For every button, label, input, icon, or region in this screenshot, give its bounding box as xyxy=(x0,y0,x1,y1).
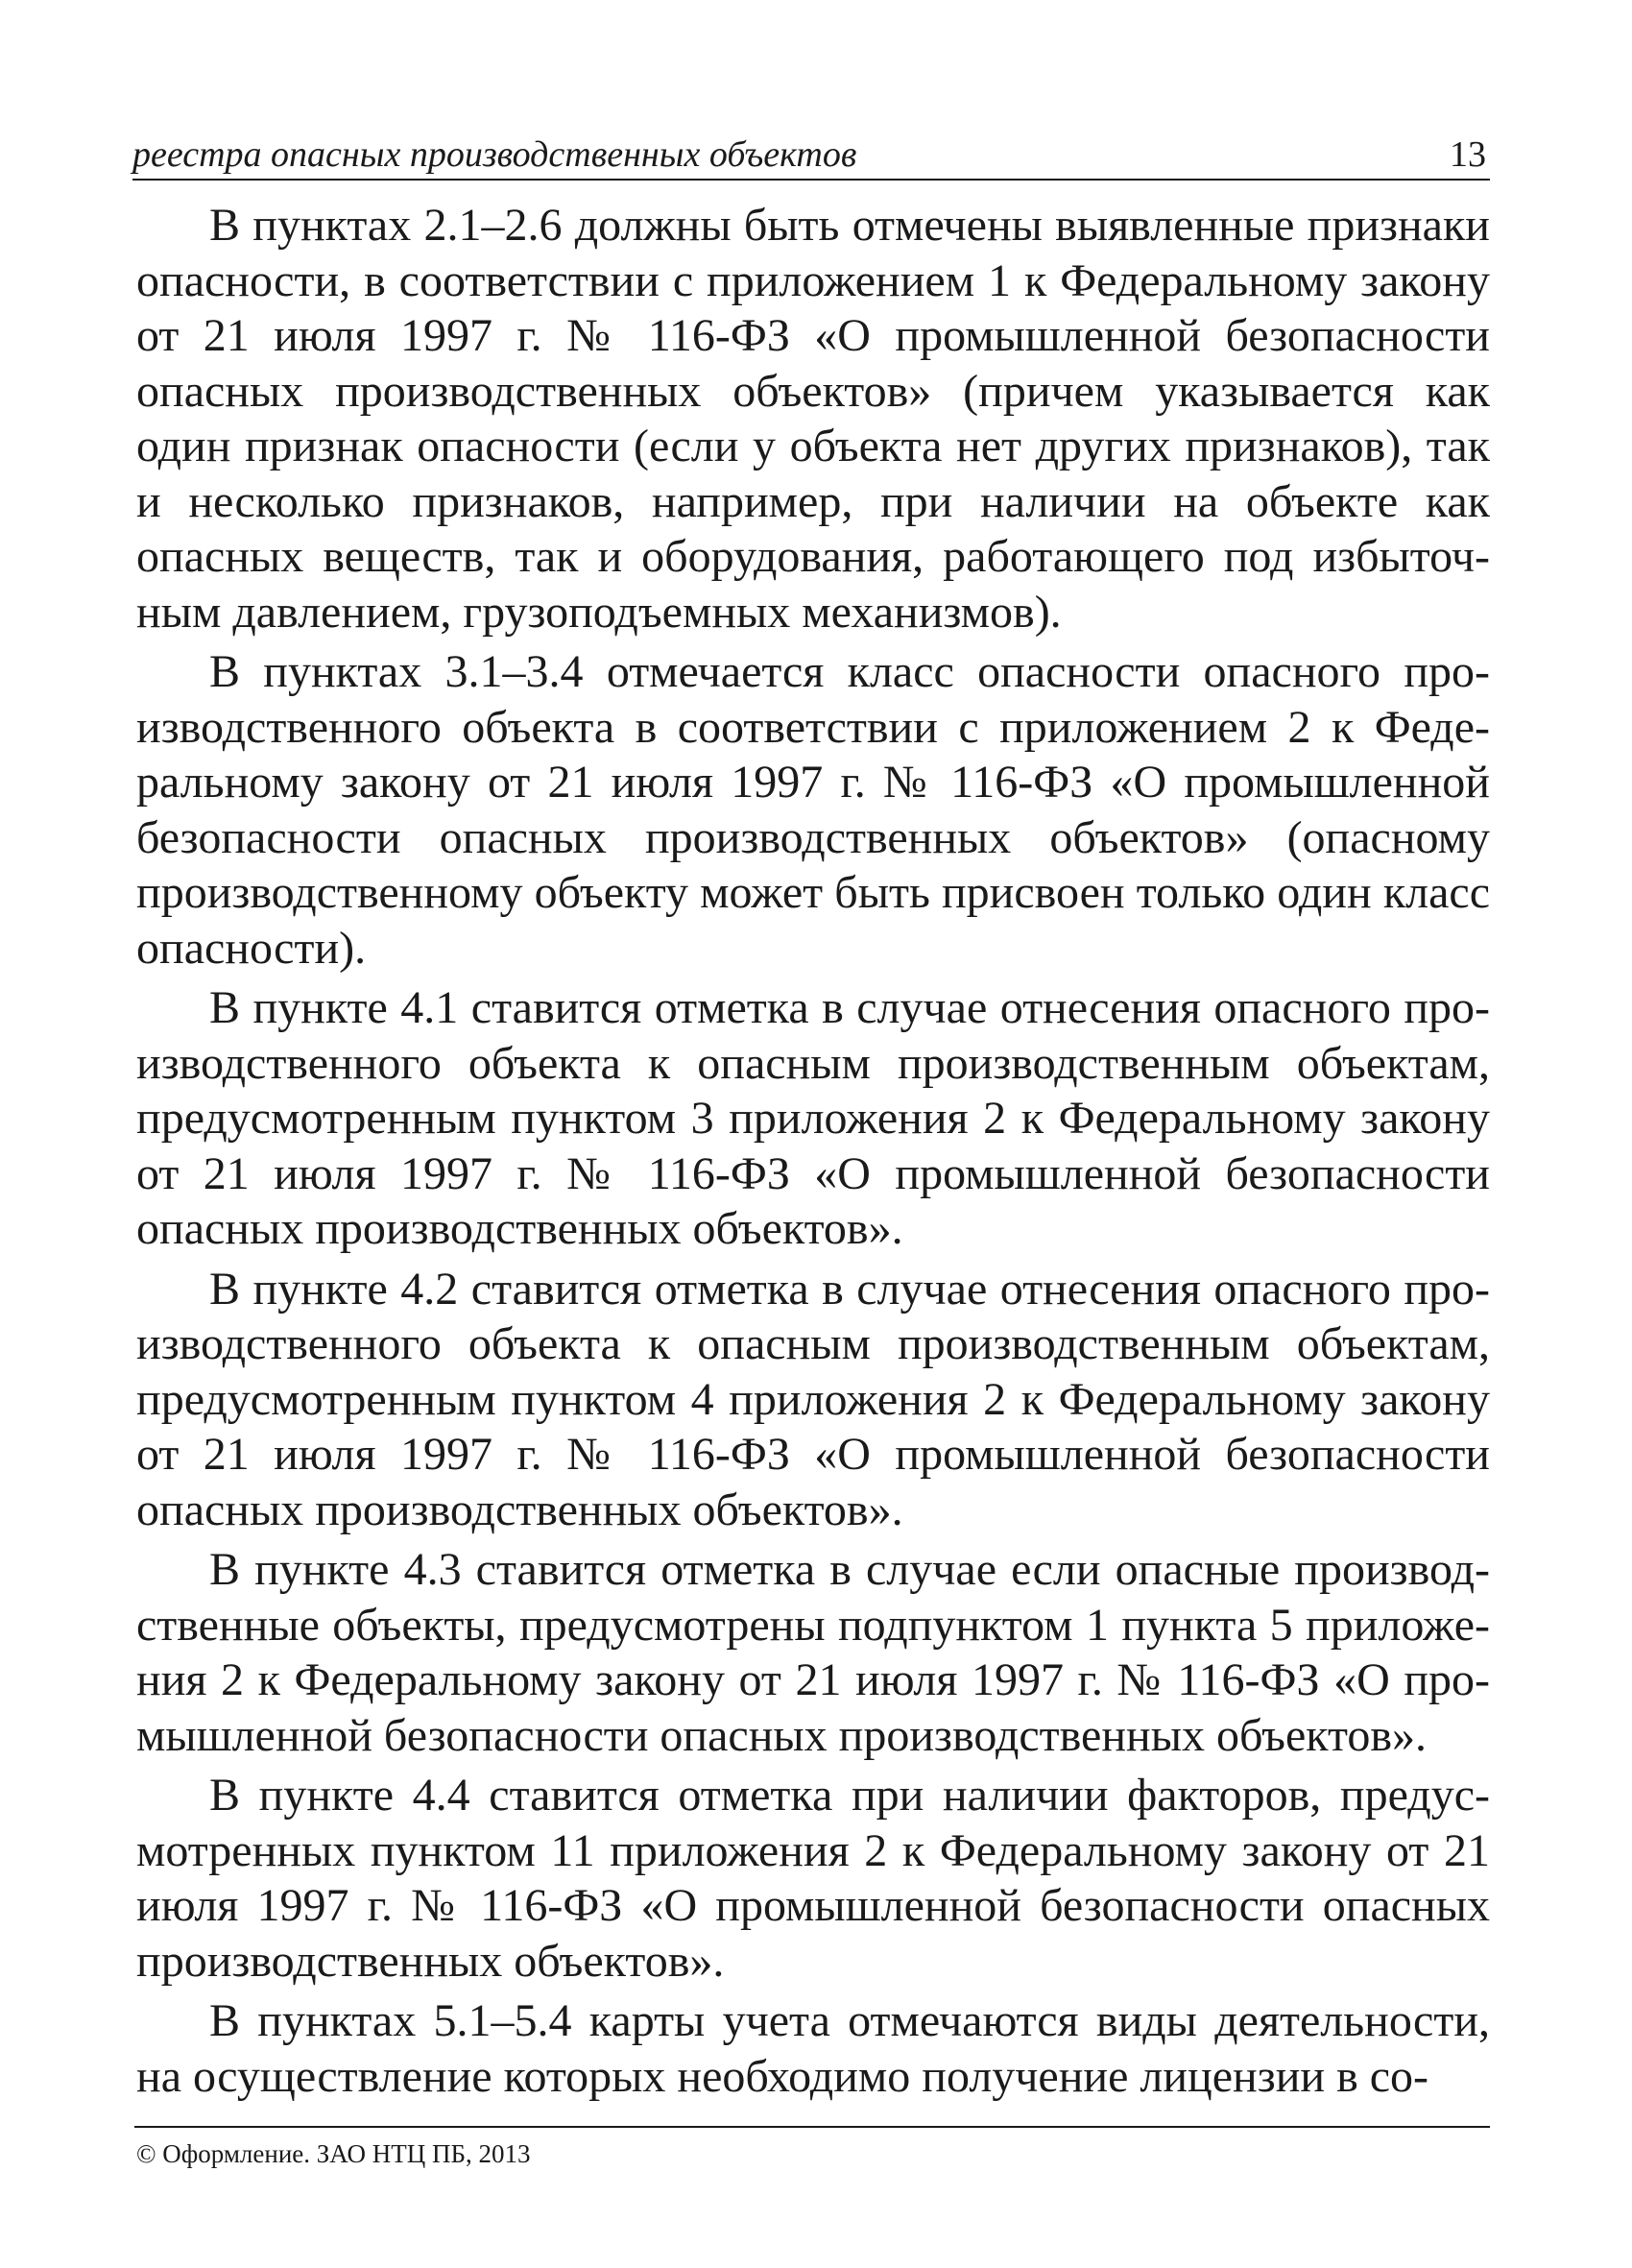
paragraph-items-5: В пунктах 5.1–5.4 карты учета отмечаются виды деятельности, на осуществление которых необходимо получение лицензии в со- xyxy=(136,1995,1490,2102)
paragraph-item-4-1: В пункте 4.1 ставится отметка в случае отнесения опасного производственного объекта к опасным производственным объектам, предусмотренным пунктом 3 приложения 2 к Федеральному закону от 21 июля 1997 г. № 116-ФЗ «О промышленной безопасности опасных производственных объектов». xyxy=(136,982,1490,1254)
running-header xyxy=(132,123,1490,181)
footer-copyright: © Оформление. ЗАО НТЦ ПБ, 2013 xyxy=(136,2139,531,2168)
paragraph-item-4-4: В пункте 4.4 ставится отметка при наличии факторов, предусмотренных пунктом 11 приложения 2 к Федеральному закону от 21 июля 1997 г. № 116-ФЗ «О промышленной безопасности опасных производственных объектов». xyxy=(136,1770,1490,1987)
paragraph-hazard-signs: В пунктах 2.1–2.6 должны быть отмечены выявленные признаки опасности, в соответствии с приложением 1 к Федеральному закону от 21 июля 1997 г. № 116-ФЗ «О промышленной безопасности опасных производственных объектов» (причем указывается как один признак опасности (если у объекта нет других признаков), так и несколько признаков, например, при наличии на объекте как опасных веществ, так и оборудования, работающего под избыточным давлением, грузоподъемных механизмов). xyxy=(136,200,1490,638)
body-text xyxy=(136,198,1490,2104)
paragraph-item-4-3: В пункте 4.3 ставится отметка в случае если опасные производственные объекты, предусмотрены подпунктом 1 пункта 5 приложения 2 к Федеральному закону от 21 июля 1997 г. № 116-ФЗ «О промышленной безопасности опасных производственных объектов». xyxy=(136,1544,1490,1761)
running-header-title: реестра опасных производственных объектов xyxy=(132,134,857,175)
paragraph-item-4-2: В пункте 4.2 ставится отметка в случае отнесения опасного производственного объекта к опасным производственным объектам, предусмотренным пунктом 4 приложения 2 к Федеральному закону от 21 июля 1997 г. № 116-ФЗ «О промышленной безопасности опасных производственных объектов». xyxy=(136,1263,1490,1535)
footer-divider xyxy=(134,2126,1490,2128)
paragraph-hazard-class: В пунктах 3.1–3.4 отмечается класс опасности опасного производственного объекта в соответствии с приложением 2 к Федеральному закону от 21 июля 1997 г. № 116-ФЗ «О промышленной безопасности опасных производственных объектов» (опасному производственному объекту может быть присвоен только один класс опасности). xyxy=(136,646,1490,974)
page-number: 13 xyxy=(1450,134,1486,175)
